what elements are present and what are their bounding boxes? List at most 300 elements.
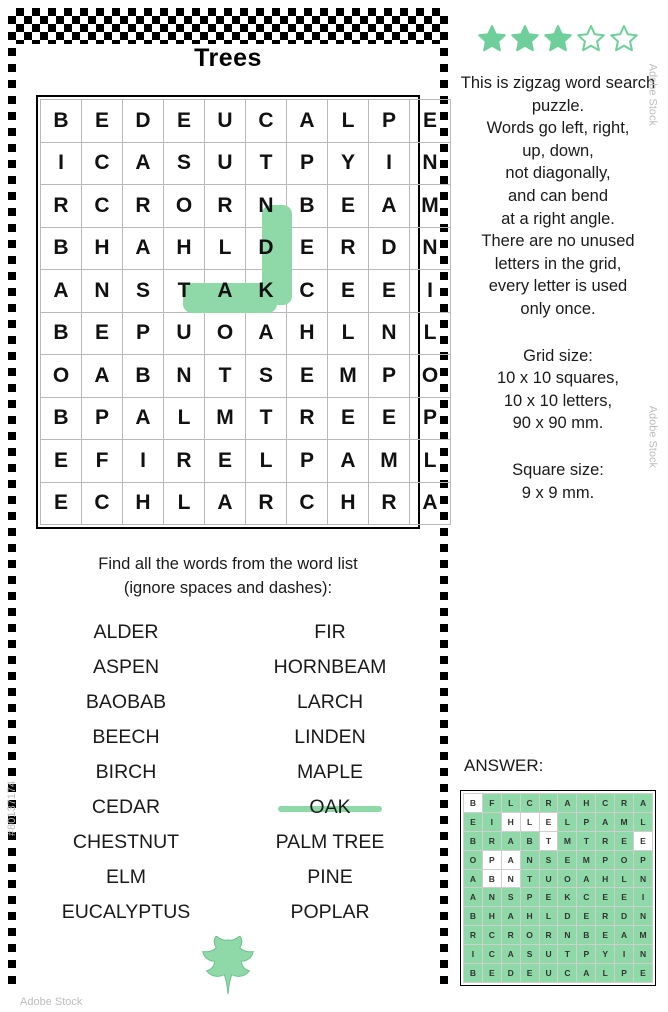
answer-cell: S (520, 945, 539, 964)
word-list-item[interactable] (28, 755, 224, 790)
answer-cell: A (501, 831, 520, 850)
word-label: LARCH (296, 690, 364, 713)
answer-cell: D (558, 907, 577, 926)
grid-row (41, 355, 451, 398)
grid-cell[interactable]: S (123, 270, 164, 313)
grid-row (41, 100, 451, 143)
grid-cell[interactable]: A (205, 270, 246, 313)
word-list-item[interactable] (232, 685, 428, 720)
grid-row (41, 270, 451, 313)
answer-cell: C (482, 926, 501, 945)
grid-cell[interactable]: C (287, 482, 328, 525)
answer-row (464, 850, 653, 869)
answer-row (464, 945, 653, 964)
grid-cell[interactable]: M (328, 355, 369, 398)
answer-cell: I (482, 812, 501, 831)
answer-cell: I (615, 945, 634, 964)
answer-cell: C (577, 888, 596, 907)
grid-cell[interactable]: K (246, 270, 287, 313)
word-label: BAOBAB (85, 690, 167, 713)
grid-size-line: 10 x 10 letters, (503, 391, 613, 410)
answer-cell: L (634, 812, 653, 831)
answer-row (464, 794, 653, 813)
word-label: BEECH (92, 725, 160, 748)
grid-cell[interactable]: E (164, 100, 205, 143)
word-list-item[interactable] (28, 825, 224, 860)
grid-cell[interactable]: U (164, 312, 205, 355)
grid-cell[interactable]: B (41, 100, 82, 143)
word-label: EUCALYPTUS (61, 900, 191, 923)
grid-cell[interactable]: T (246, 142, 287, 185)
grid-cell[interactable]: I (123, 440, 164, 483)
answer-cell: C (596, 794, 615, 813)
description-line: not diagonally, (505, 164, 611, 183)
leaf-icon (197, 936, 259, 998)
grid-cell[interactable]: A (41, 270, 82, 313)
answer-cell: A (577, 964, 596, 983)
answer-cell: L (539, 907, 558, 926)
grid-cell[interactable]: Y (328, 142, 369, 185)
word-label: MAPLE (296, 760, 364, 783)
grid-cell[interactable]: R (328, 227, 369, 270)
answer-cell: P (596, 850, 615, 869)
word-label: BIRCH (95, 760, 157, 783)
word-list-item[interactable] (28, 895, 224, 930)
answer-cell: A (464, 888, 483, 907)
answer-cell: R (539, 926, 558, 945)
answer-cell: E (596, 926, 615, 945)
grid-cell[interactable]: A (287, 100, 328, 143)
answer-label: ANSWER: (464, 756, 544, 775)
grid-cell[interactable]: E (41, 482, 82, 525)
description-line: letters in the grid, (494, 254, 622, 273)
grid-cell[interactable]: A (123, 227, 164, 270)
grid-cell[interactable]: D (123, 100, 164, 143)
answer-cell: F (482, 794, 501, 813)
answer-cell: P (615, 964, 634, 983)
grid-cell[interactable]: H (82, 227, 123, 270)
answer-cell: E (615, 831, 634, 850)
answer-cell: R (464, 926, 483, 945)
puzzle-description (456, 72, 660, 321)
answer-cell: L (558, 812, 577, 831)
answer-cell: A (501, 945, 520, 964)
grid-cell[interactable]: I (369, 142, 410, 185)
word-list-item[interactable] (28, 860, 224, 895)
puzzle-panel (6, 8, 448, 1008)
answer-cell: A (577, 869, 596, 888)
grid-cell[interactable]: R (369, 482, 410, 525)
answer-cell: H (596, 869, 615, 888)
word-list-item[interactable] (232, 720, 428, 755)
word-label: HORNBEAM (273, 655, 387, 678)
answer-cell: O (615, 850, 634, 869)
grid-cell[interactable]: B (41, 312, 82, 355)
grid-cell[interactable]: H (287, 312, 328, 355)
grid-cell[interactable]: S (246, 355, 287, 398)
grid-size-info (456, 345, 660, 435)
grid-cell[interactable]: O (164, 185, 205, 228)
answer-cell: C (520, 794, 539, 813)
answer-cell: E (596, 888, 615, 907)
instructions-line-2: (ignore spaces and dashes): (123, 578, 333, 597)
grid-cell[interactable]: A (246, 312, 287, 355)
grid-cell[interactable]: C (287, 270, 328, 313)
grid-cell[interactable]: R (287, 397, 328, 440)
grid-size-line: Grid size: (523, 346, 593, 365)
grid-cell[interactable]: P (287, 440, 328, 483)
answer-cell: E (634, 831, 653, 850)
letter-grid (40, 99, 451, 525)
grid-row (41, 312, 451, 355)
grid-cell[interactable]: E (369, 397, 410, 440)
grid-cell[interactable]: B (287, 185, 328, 228)
answer-cell: I (464, 945, 483, 964)
grid-cell[interactable]: A (410, 482, 451, 525)
grid-row (41, 482, 451, 525)
grid-cell[interactable]: E (205, 440, 246, 483)
grid-cell[interactable]: E (410, 100, 451, 143)
answer-cell: R (482, 831, 501, 850)
word-label: ASPEN (92, 655, 160, 678)
answer-cell: R (596, 907, 615, 926)
answer-cell: T (577, 831, 596, 850)
answer-cell: E (520, 964, 539, 983)
answer-cell: E (539, 888, 558, 907)
description-line: up, down, (522, 141, 594, 160)
grid-cell[interactable]: M (410, 185, 451, 228)
word-list-column-right (232, 615, 428, 930)
grid-size-line: 10 x 10 squares, (497, 369, 619, 388)
grid-cell[interactable]: P (369, 100, 410, 143)
grid-cell[interactable]: H (164, 227, 205, 270)
answer-cell: K (558, 888, 577, 907)
answer-cell: R (501, 926, 520, 945)
answer-cell: M (615, 812, 634, 831)
answer-cell: O (464, 850, 483, 869)
grid-cell[interactable]: P (287, 142, 328, 185)
answer-cell: N (634, 945, 653, 964)
answer-cell: U (539, 869, 558, 888)
grid-cell[interactable]: O (410, 355, 451, 398)
answer-cell: O (520, 926, 539, 945)
word-list-item[interactable] (232, 860, 428, 895)
answer-cell: P (577, 945, 596, 964)
grid-cell[interactable]: L (164, 397, 205, 440)
answer-cell: L (596, 964, 615, 983)
answer-cell: D (501, 964, 520, 983)
answer-cell: T (520, 869, 539, 888)
answer-cell: A (615, 926, 634, 945)
grid-cell[interactable]: R (41, 185, 82, 228)
star-empty-icon (609, 24, 639, 54)
answer-cell: R (596, 831, 615, 850)
star-empty-icon (576, 24, 606, 54)
answer-cell: E (558, 850, 577, 869)
grid-cell[interactable]: T (246, 397, 287, 440)
answer-cell: H (482, 907, 501, 926)
answer-cell: A (501, 850, 520, 869)
word-label: ALDER (93, 620, 159, 643)
answer-cell: L (615, 869, 634, 888)
grid-cell[interactable]: U (205, 142, 246, 185)
sidebar (456, 8, 660, 992)
grid-cell[interactable]: N (369, 312, 410, 355)
grid-cell[interactable]: L (328, 100, 369, 143)
square-size-info (456, 459, 660, 504)
answer-cell: H (577, 794, 596, 813)
answer-cell: H (520, 907, 539, 926)
word-list-item[interactable] (232, 895, 428, 930)
grid-cell[interactable]: F (82, 440, 123, 483)
grid-cell[interactable]: H (123, 482, 164, 525)
grid-cell[interactable]: E (41, 440, 82, 483)
grid-cell[interactable]: L (205, 227, 246, 270)
answer-cell: A (501, 907, 520, 926)
answer-row (464, 869, 653, 888)
grid-cell[interactable]: A (123, 397, 164, 440)
grid-cell[interactable]: O (205, 312, 246, 355)
answer-cell: A (558, 794, 577, 813)
grid-cell[interactable]: N (164, 355, 205, 398)
grid-cell[interactable]: R (123, 185, 164, 228)
answer-cell: A (634, 794, 653, 813)
answer-cell: B (464, 794, 483, 813)
grid-cell[interactable]: D (246, 227, 287, 270)
grid-cell[interactable]: P (410, 397, 451, 440)
word-list-item[interactable] (232, 790, 428, 825)
grid-cell[interactable]: L (328, 312, 369, 355)
answer-cell: N (482, 888, 501, 907)
grid-cell[interactable]: S (164, 142, 205, 185)
answer-row (464, 907, 653, 926)
watermark-id: #80137174 (6, 780, 18, 836)
grid-cell[interactable]: P (369, 355, 410, 398)
grid-cell[interactable]: B (41, 397, 82, 440)
grid-cell[interactable]: E (369, 270, 410, 313)
answer-key (460, 790, 656, 986)
answer-cell: E (577, 907, 596, 926)
grid-cell[interactable]: D (369, 227, 410, 270)
grid-cell[interactable]: C (82, 482, 123, 525)
answer-cell: L (520, 812, 539, 831)
answer-row (464, 964, 653, 983)
word-label: OAK (309, 795, 351, 818)
answer-cell: B (464, 964, 483, 983)
answer-cell: P (634, 850, 653, 869)
answer-cell: E (482, 964, 501, 983)
word-list-item[interactable] (232, 650, 428, 685)
grid-cell[interactable]: R (246, 482, 287, 525)
grid-cell[interactable]: O (41, 355, 82, 398)
answer-row (464, 812, 653, 831)
answer-cell: N (501, 869, 520, 888)
grid-cell[interactable]: L (164, 482, 205, 525)
grid-cell[interactable]: N (410, 227, 451, 270)
answer-cell: E (634, 964, 653, 983)
word-label: LINDEN (294, 725, 366, 748)
grid-cell[interactable]: L (410, 440, 451, 483)
grid-cell[interactable]: E (328, 185, 369, 228)
grid-cell[interactable]: E (82, 100, 123, 143)
grid-row (41, 397, 451, 440)
description-line: only once. (520, 299, 596, 318)
watermark-stock: Adobe Stock (20, 996, 83, 1008)
answer-cell: N (634, 907, 653, 926)
grid-cell[interactable]: E (328, 397, 369, 440)
answer-cell: I (634, 888, 653, 907)
watermark-stock-3: Adobe Stock (646, 405, 658, 468)
answer-cell: C (558, 964, 577, 983)
star-filled-icon (477, 24, 507, 54)
word-list-item[interactable] (28, 650, 224, 685)
grid-cell[interactable]: R (164, 440, 205, 483)
grid-cell[interactable]: P (82, 397, 123, 440)
grid-row (41, 185, 451, 228)
answer-cell: E (615, 888, 634, 907)
word-list-item[interactable] (28, 615, 224, 650)
instructions-line-1: Find all the words from the word list (98, 555, 358, 573)
word-list-item[interactable] (28, 685, 224, 720)
answer-cell: U (539, 945, 558, 964)
word-list-item[interactable] (232, 825, 428, 860)
answer-cell: S (501, 888, 520, 907)
answer-cell: S (539, 850, 558, 869)
grid-cell[interactable]: A (205, 482, 246, 525)
grid-cell[interactable]: T (164, 270, 205, 313)
grid-cell[interactable]: T (205, 355, 246, 398)
answer-cell: E (464, 812, 483, 831)
word-list-item[interactable] (28, 790, 224, 825)
word-label: CEDAR (91, 795, 161, 818)
answer-cell: B (464, 831, 483, 850)
grid-cell[interactable]: E (328, 270, 369, 313)
word-list-item[interactable] (28, 720, 224, 755)
answer-cell: B (482, 869, 501, 888)
answer-cell: B (520, 831, 539, 850)
page-title: Trees (194, 44, 262, 72)
word-label: POPLAR (290, 900, 370, 923)
grid-cell[interactable]: L (410, 312, 451, 355)
grid-cell[interactable]: L (246, 440, 287, 483)
answer-cell: U (539, 964, 558, 983)
description-line: This is zigzag word search puzzle. (460, 74, 656, 115)
grid-cell[interactable]: C (246, 100, 287, 143)
word-label: CHESTNUT (72, 830, 180, 853)
grid-cell[interactable]: M (205, 397, 246, 440)
grid-cell[interactable]: B (123, 355, 164, 398)
instructions (16, 553, 440, 601)
grid-size-line: 90 x 90 mm. (512, 414, 604, 433)
answer-cell: A (596, 812, 615, 831)
answer-cell: P (577, 812, 596, 831)
answer-cell: M (558, 831, 577, 850)
answer-row (464, 926, 653, 945)
word-label: ELM (105, 865, 147, 888)
grid-cell[interactable]: I (41, 142, 82, 185)
grid-cell[interactable]: A (328, 440, 369, 483)
description-line: every letter is used (488, 277, 628, 296)
puzzle-inner (6, 44, 440, 1012)
answer-cell: R (615, 794, 634, 813)
answer-cell: T (558, 945, 577, 964)
answer-row (464, 831, 653, 850)
grid-cell[interactable]: B (41, 227, 82, 270)
answer-cell: M (634, 926, 653, 945)
grid-cell[interactable]: N (246, 185, 287, 228)
description-line: at a right angle. (501, 209, 615, 228)
answer-cell: P (520, 888, 539, 907)
grid-cell[interactable]: C (82, 142, 123, 185)
grid-cell[interactable]: A (369, 185, 410, 228)
answer-cell: D (615, 907, 634, 926)
square-size-line: 9 x 9 mm. (521, 483, 595, 502)
grid-row (41, 142, 451, 185)
answer-grid (463, 793, 653, 983)
square-size-line: Square size: (512, 460, 604, 479)
word-label: PALM TREE (275, 830, 385, 853)
word-list-item[interactable] (232, 755, 428, 790)
description-line: and can bend (507, 186, 608, 205)
grid-cell[interactable]: C (82, 185, 123, 228)
description-line: Words go left, right, (486, 119, 630, 138)
grid-cell[interactable]: N (82, 270, 123, 313)
star-filled-icon (543, 24, 573, 54)
grid-row (41, 440, 451, 483)
grid-cell[interactable]: R (205, 185, 246, 228)
word-list-item[interactable] (232, 615, 428, 650)
grid-cell[interactable]: E (82, 312, 123, 355)
answer-cell: A (464, 869, 483, 888)
word-label: PINE (307, 865, 353, 888)
grid-cell[interactable]: A (123, 142, 164, 185)
answer-cell: L (501, 794, 520, 813)
grid-cell[interactable]: H (328, 482, 369, 525)
answer-cell: H (501, 812, 520, 831)
word-list (28, 615, 428, 930)
grid-cell[interactable]: P (123, 312, 164, 355)
answer-cell: N (558, 926, 577, 945)
answer-row (464, 888, 653, 907)
grid-row (41, 227, 451, 270)
grid-cell[interactable]: I (410, 270, 451, 313)
description-line: There are no unused (481, 232, 635, 251)
answer-cell: B (464, 907, 483, 926)
answer-cell: P (482, 850, 501, 869)
answer-cell: M (577, 850, 596, 869)
watermark-stock-2: Adobe Stock (646, 63, 658, 126)
grid-cell[interactable]: N (410, 142, 451, 185)
answer-cell: Y (596, 945, 615, 964)
word-label: FIR (314, 620, 346, 643)
star-filled-icon (510, 24, 540, 54)
grid-cell[interactable]: M (369, 440, 410, 483)
answer-cell: C (482, 945, 501, 964)
grid-cell[interactable]: U (205, 100, 246, 143)
answer-cell: E (539, 812, 558, 831)
answer-cell: T (539, 831, 558, 850)
answer-cell: N (634, 869, 653, 888)
answer-cell: O (558, 869, 577, 888)
grid-cell[interactable]: E (287, 355, 328, 398)
difficulty-rating (456, 24, 660, 54)
word-search-grid[interactable] (36, 95, 439, 529)
answer-cell: B (577, 926, 596, 945)
answer-cell: R (539, 794, 558, 813)
grid-cell[interactable]: A (82, 355, 123, 398)
answer-cell: N (520, 850, 539, 869)
grid-cell[interactable]: E (287, 227, 328, 270)
